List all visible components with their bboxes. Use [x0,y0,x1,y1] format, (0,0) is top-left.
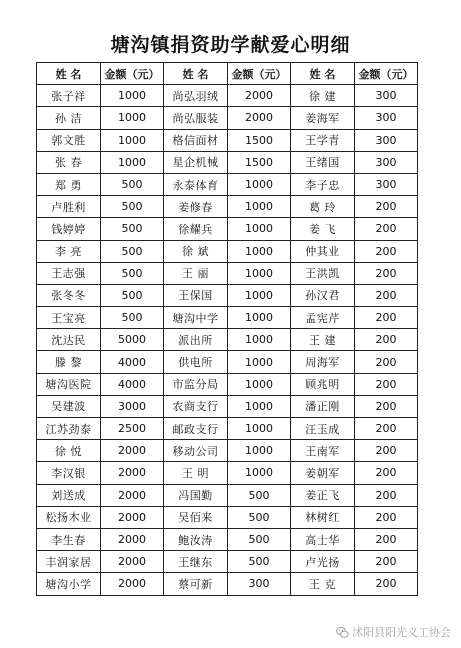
donation-amount-cell: 200 [355,418,418,440]
donor-name-cell: 李汉银 [37,462,101,484]
donation-amount-cell: 200 [355,373,418,395]
donation-amount-cell: 300 [355,151,418,173]
donor-name-cell: 郭文胜 [37,129,101,151]
table-row [37,573,418,595]
donation-amount-cell: 200 [355,440,418,462]
donor-name-cell: 派出所 [164,329,228,351]
donation-amount-cell: 2000 [101,440,164,462]
donor-name-cell: 徐耀兵 [164,218,228,240]
donation-amount-cell: 1500 [228,129,291,151]
donation-amount-cell: 1000 [228,329,291,351]
donation-table [36,62,418,596]
donation-amount-cell: 200 [355,329,418,351]
donor-name-cell: 鲍汝涛 [164,528,228,550]
donation-amount-cell: 4000 [101,351,164,373]
donation-amount-cell: 2000 [101,506,164,528]
donation-amount-cell: 500 [101,173,164,195]
donor-name-cell: 吴建波 [37,395,101,417]
donor-name-cell: 农商支行 [164,395,228,417]
donation-amount-cell: 500 [101,307,164,329]
donor-name-cell: 李子忠 [291,173,355,195]
donor-name-cell: 江苏劲泰 [37,418,101,440]
donor-name-cell: 林树红 [291,506,355,528]
donor-name-cell: 高士华 [291,528,355,550]
donation-amount-cell: 200 [355,218,418,240]
donor-name-cell: 姜正飞 [291,484,355,506]
donor-name-cell: 郑 勇 [37,173,101,195]
donor-name-cell: 姜海军 [291,107,355,129]
table-row [37,307,418,329]
donation-amount-cell: 1000 [228,418,291,440]
header-name-col-2: 姓 名 [164,63,228,85]
donor-name-cell: 仲其业 [291,240,355,262]
table-row [37,395,418,417]
table-row [37,173,418,195]
donation-amount-cell: 200 [355,551,418,573]
donation-amount-cell: 500 [228,484,291,506]
donor-name-cell: 张 春 [37,151,101,173]
header-amount-col-3: 金额（元） [355,63,418,85]
donation-amount-cell: 1000 [101,85,164,107]
donor-name-cell: 卢光扬 [291,551,355,573]
table-row [37,107,418,129]
table-row [37,218,418,240]
donor-name-cell: 顾兆明 [291,373,355,395]
table-row [37,506,418,528]
donation-amount-cell: 200 [355,351,418,373]
donor-name-cell: 滕 黎 [37,351,101,373]
donation-amount-cell: 2000 [228,85,291,107]
donation-amount-cell: 2000 [101,484,164,506]
donation-amount-cell: 200 [355,395,418,417]
donor-name-cell: 汪玉成 [291,418,355,440]
table-header [37,63,418,85]
wechat-icon [336,626,349,639]
donation-amount-cell: 200 [355,262,418,284]
table-row [37,351,418,373]
donation-amount-cell: 500 [101,284,164,306]
donation-amount-cell: 200 [355,573,418,595]
donation-amount-cell: 2000 [101,462,164,484]
donation-amount-cell: 1000 [228,462,291,484]
donor-name-cell: 潘正刚 [291,395,355,417]
table-row [37,240,418,262]
table-row [37,284,418,306]
donor-name-cell: 王 明 [164,462,228,484]
donor-name-cell: 姜朝军 [291,462,355,484]
donor-name-cell: 松扬木业 [37,506,101,528]
header-amount-col-1: 金额（元） [101,63,164,85]
table-row [37,196,418,218]
donor-name-cell: 张子祥 [37,85,101,107]
donation-amount-cell: 200 [355,462,418,484]
donor-name-cell: 沈达民 [37,329,101,351]
donation-amount-cell: 200 [355,240,418,262]
donor-name-cell: 孙汉君 [291,284,355,306]
donor-name-cell: 供电所 [164,351,228,373]
donor-name-cell: 姜 飞 [291,218,355,240]
table-row [37,262,418,284]
donor-name-cell: 姜修春 [164,196,228,218]
donation-amount-cell: 1000 [228,307,291,329]
donor-name-cell: 王保国 [164,284,228,306]
donor-name-cell: 王洪凯 [291,262,355,284]
donor-name-cell: 丰润家居 [37,551,101,573]
donation-amount-cell: 2500 [101,418,164,440]
donation-amount-cell: 1000 [228,173,291,195]
donation-amount-cell: 500 [228,528,291,550]
donor-name-cell: 王继东 [164,551,228,573]
donor-name-cell: 王 克 [291,573,355,595]
donation-amount-cell: 300 [355,129,418,151]
donor-name-cell: 塘沟小学 [37,573,101,595]
donation-amount-cell: 200 [355,484,418,506]
page-title: 塘沟镇捐资助学献爱心明细 [110,34,351,56]
header-row [37,63,418,85]
donation-amount-cell: 2000 [101,573,164,595]
donation-amount-cell: 300 [355,107,418,129]
table-row [37,418,418,440]
donation-amount-cell: 200 [355,196,418,218]
donor-name-cell: 塘沟中学 [164,307,228,329]
header-amount-col-2: 金额（元） [228,63,291,85]
table-row [37,329,418,351]
donation-amount-cell: 4000 [101,373,164,395]
table-row [37,528,418,550]
donor-name-cell: 尚弘羽绒 [164,85,228,107]
table-row [37,551,418,573]
donor-name-cell: 张冬冬 [37,284,101,306]
table-row [37,129,418,151]
donor-name-cell: 孟宪芹 [291,307,355,329]
donor-name-cell: 移动公司 [164,440,228,462]
donation-amount-cell: 500 [101,262,164,284]
donation-amount-cell: 1500 [228,151,291,173]
donation-amount-cell: 1000 [228,373,291,395]
donation-amount-cell: 500 [228,551,291,573]
donor-name-cell: 孙 洁 [37,107,101,129]
donor-name-cell: 冯国勤 [164,484,228,506]
donation-amount-cell: 1000 [228,351,291,373]
table-row [37,85,418,107]
donor-name-cell: 邮政支行 [164,418,228,440]
donor-name-cell: 王志强 [37,262,101,284]
donation-amount-cell: 1000 [101,129,164,151]
donor-name-cell: 星企机械 [164,151,228,173]
donation-amount-cell: 500 [101,218,164,240]
donation-amount-cell: 200 [355,528,418,550]
donation-amount-cell: 300 [228,573,291,595]
watermark [336,624,451,640]
donor-name-cell: 钱婷婷 [37,218,101,240]
donor-name-cell: 王宝亮 [37,307,101,329]
header-name-col-3: 姓 名 [291,63,355,85]
donation-amount-cell: 1000 [228,196,291,218]
donor-name-cell: 永泰体育 [164,173,228,195]
donor-name-cell: 格信面材 [164,129,228,151]
donation-amount-cell: 2000 [228,107,291,129]
donation-amount-cell: 200 [355,307,418,329]
donor-name-cell: 尚弘服装 [164,107,228,129]
table-row [37,462,418,484]
donor-name-cell: 王绪国 [291,151,355,173]
donation-amount-cell: 300 [355,85,418,107]
donation-amount-cell: 3000 [101,395,164,417]
donation-amount-cell: 500 [101,196,164,218]
table-row [37,373,418,395]
donation-amount-cell: 200 [355,284,418,306]
donor-name-cell: 王 建 [291,329,355,351]
donation-amount-cell: 1000 [228,262,291,284]
donor-name-cell: 王学青 [291,129,355,151]
donation-amount-cell: 500 [101,240,164,262]
donor-name-cell: 周海军 [291,351,355,373]
donor-name-cell: 市监分局 [164,373,228,395]
donor-name-cell: 卢胜利 [37,196,101,218]
donor-name-cell: 徐 建 [291,85,355,107]
donor-name-cell: 徐 斌 [164,240,228,262]
donation-amount-cell: 1000 [228,240,291,262]
watermark-text: 沭阳县阳光义工协会 [352,626,451,639]
donation-amount-cell: 200 [355,506,418,528]
table-row [37,440,418,462]
donation-amount-cell: 2000 [101,528,164,550]
donor-name-cell: 李 亮 [37,240,101,262]
donor-name-cell: 葛 玲 [291,196,355,218]
donation-amount-cell: 1000 [228,440,291,462]
table-body [37,85,418,595]
donation-amount-cell: 1000 [228,218,291,240]
donation-amount-cell: 5000 [101,329,164,351]
donation-amount-cell: 1000 [101,151,164,173]
donor-name-cell: 李生春 [37,528,101,550]
donation-amount-cell: 300 [355,173,418,195]
donor-name-cell: 刘送成 [37,484,101,506]
donation-amount-cell: 1000 [228,395,291,417]
donor-name-cell: 塘沟医院 [37,373,101,395]
donation-amount-cell: 500 [228,506,291,528]
donor-name-cell: 吴佰来 [164,506,228,528]
header-name-col-1: 姓 名 [37,63,101,85]
donation-amount-cell: 2000 [101,551,164,573]
table-row [37,151,418,173]
donor-name-cell: 徐 悦 [37,440,101,462]
donor-name-cell: 王 丽 [164,262,228,284]
donation-amount-cell: 1000 [101,107,164,129]
donor-name-cell: 王南军 [291,440,355,462]
donor-name-cell: 蔡可新 [164,573,228,595]
donation-amount-cell: 1000 [228,284,291,306]
table-row [37,484,418,506]
